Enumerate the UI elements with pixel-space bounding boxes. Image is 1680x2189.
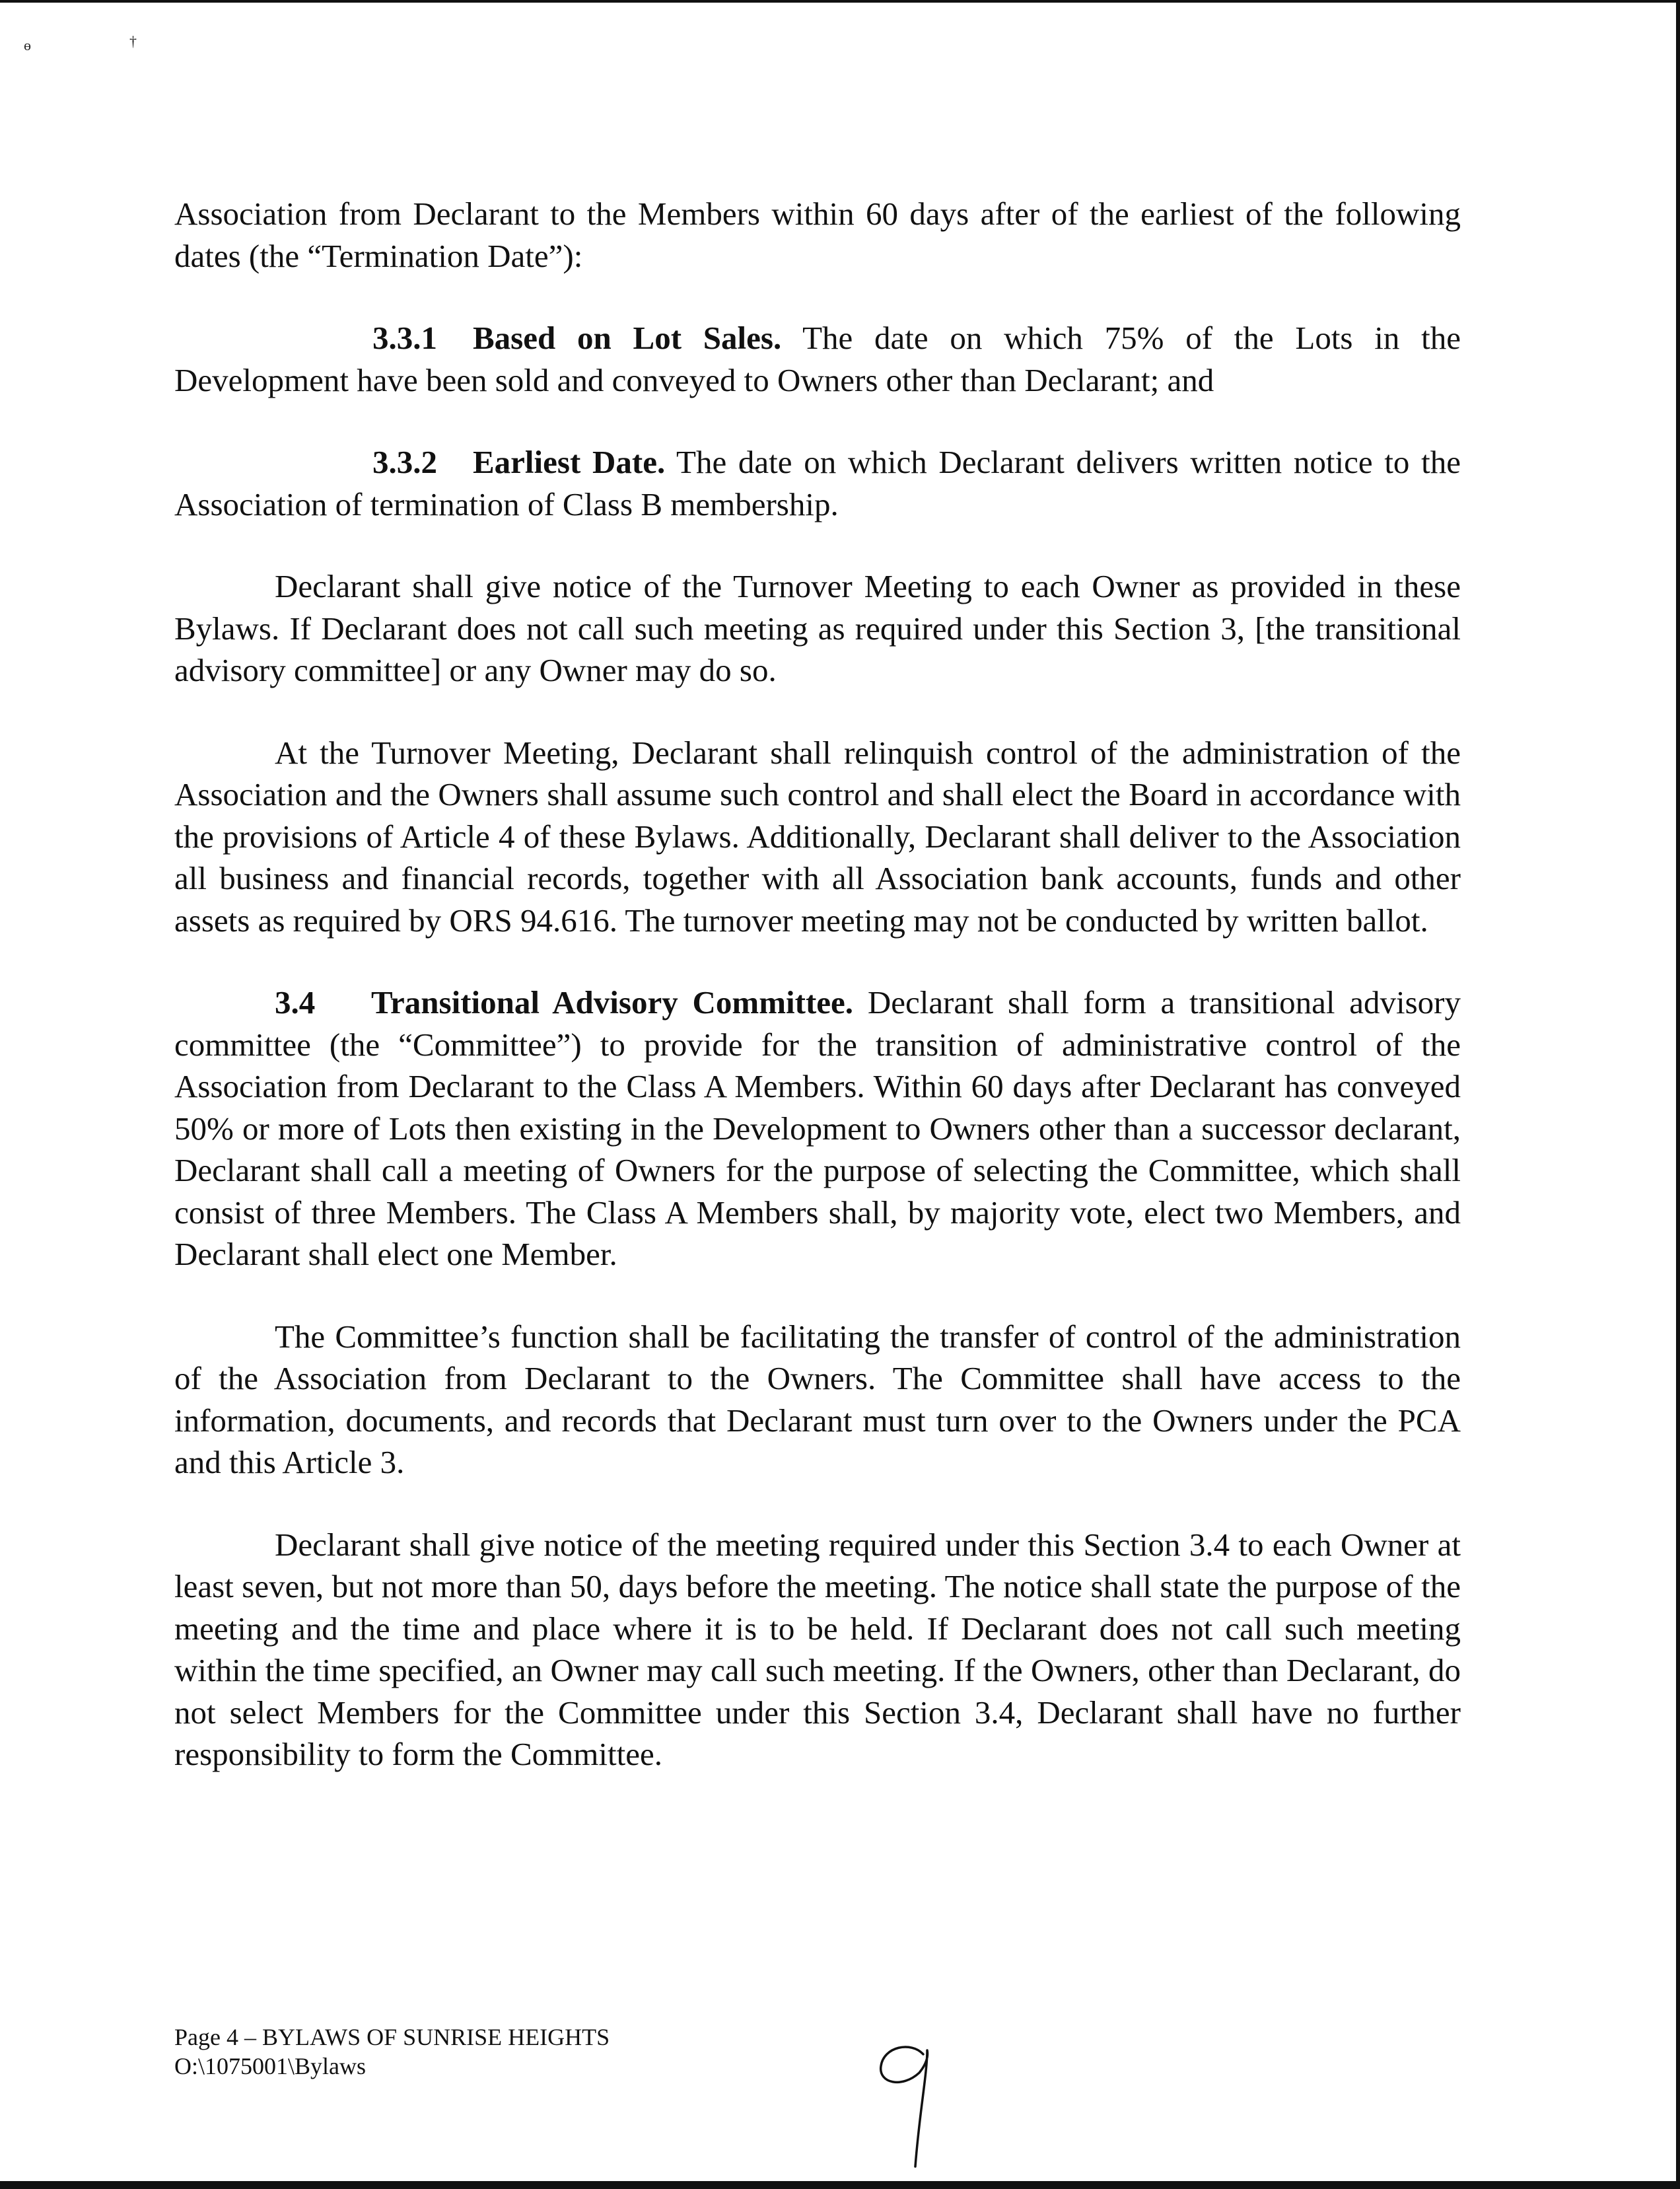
section-text: The date on which Declarant delivers written notice to the Association of termination of Class B membership. xyxy=(174,444,1461,522)
scan-border-top xyxy=(0,0,1680,3)
handwritten-nine-stroke xyxy=(881,2047,928,2167)
section-text: The date on which 75% of the Lots in the Development have been sold and conveyed to Owners other than Declarant; and xyxy=(174,320,1461,398)
section-title: Transitional Advisory Committee. xyxy=(371,984,854,1021)
section-text: Declarant shall form a transitional advisory committee (the “Committee”) to provide for the transition of administrative control of the Association from Declarant to the Class A Members. Within 60 days after Declarant has conveyed 50% or more of Lots then existing in the Development to Owners other than a successor declarant, Declarant shall call a meeting of Owners for the purpose of selecting the Committee, which shall consist of three Members. The Class A Members shall, by majority vote, elect two Members, and Declarant shall elect one Member. xyxy=(174,984,1461,1272)
scan-speck-mark: ɵ xyxy=(24,37,31,54)
section-3-3-1 xyxy=(174,317,1461,401)
section-number: 3.4 xyxy=(275,984,316,1021)
scan-border-bottom xyxy=(0,2181,1680,2189)
section-number: 3.3.1 xyxy=(372,320,437,356)
scan-border-right xyxy=(1676,0,1680,2189)
paragraph-turnover-meeting: At the Turnover Meeting, Declarant shall relinquish control of the administration of the Association and the Owners shall assume such control and shall elect the Board in accordance with the provisions of Article 4 of these Bylaws. Additionally, Declarant shall deliver to the Association all business and financial records, together with all Association bank accounts, funds and other assets as required by ORS 94.616. The turnover meeting may not be conducted by written ballot. xyxy=(174,734,1461,939)
footer-file-path: O:\1075001\Bylaws xyxy=(174,2053,367,2079)
section-3-4 xyxy=(174,982,1461,1275)
scan-speck-mark: † xyxy=(129,33,137,50)
paragraph-committee-function: The Committee’s function shall be facilitating the transfer of control of the administration of the Association from Declarant to the Owners. The Committee shall have access to the information, documents, and records that Declarant must turn over to the Owners under the PCA and this Article 3. xyxy=(174,1318,1461,1480)
document-body xyxy=(174,193,1461,1776)
handwritten-page-number xyxy=(872,2034,944,2180)
section-title: Based on Lot Sales. xyxy=(473,320,782,356)
paragraph-turnover-notice: Declarant shall give notice of the Turnover Meeting to each Owner as provided in these Bylaws. If Declarant does not call such meeting as required under this Section 3, [the transitional advisory committee] or any Owner may do so. xyxy=(174,568,1461,688)
paragraph-committee-meeting-notice: Declarant shall give notice of the meeting required under this Section 3.4 to each Owner at least seven, but not more than 50, days before the meeting. The notice shall state the purpose of the meeting and the time and place where it is to be held. If Declarant does not call such meeting within the time specified, an Owner may call such meeting. If the Owners, other than Declarant, do not select Members for the Committee under this Section 3.4, Declarant shall have no further responsibility to form the Committee. xyxy=(174,1526,1461,1772)
footer-page-label: Page 4 – BYLAWS OF SUNRISE HEIGHTS xyxy=(174,2024,610,2050)
page-footer xyxy=(174,2023,610,2081)
section-number: 3.3.2 xyxy=(372,444,437,480)
section-title: Earliest Date. xyxy=(473,444,666,480)
section-3-3-2 xyxy=(174,441,1461,525)
paragraph-intro: Association from Declarant to the Members within 60 days after of the earliest of the following dates (the “Termination Date”): xyxy=(174,196,1461,274)
